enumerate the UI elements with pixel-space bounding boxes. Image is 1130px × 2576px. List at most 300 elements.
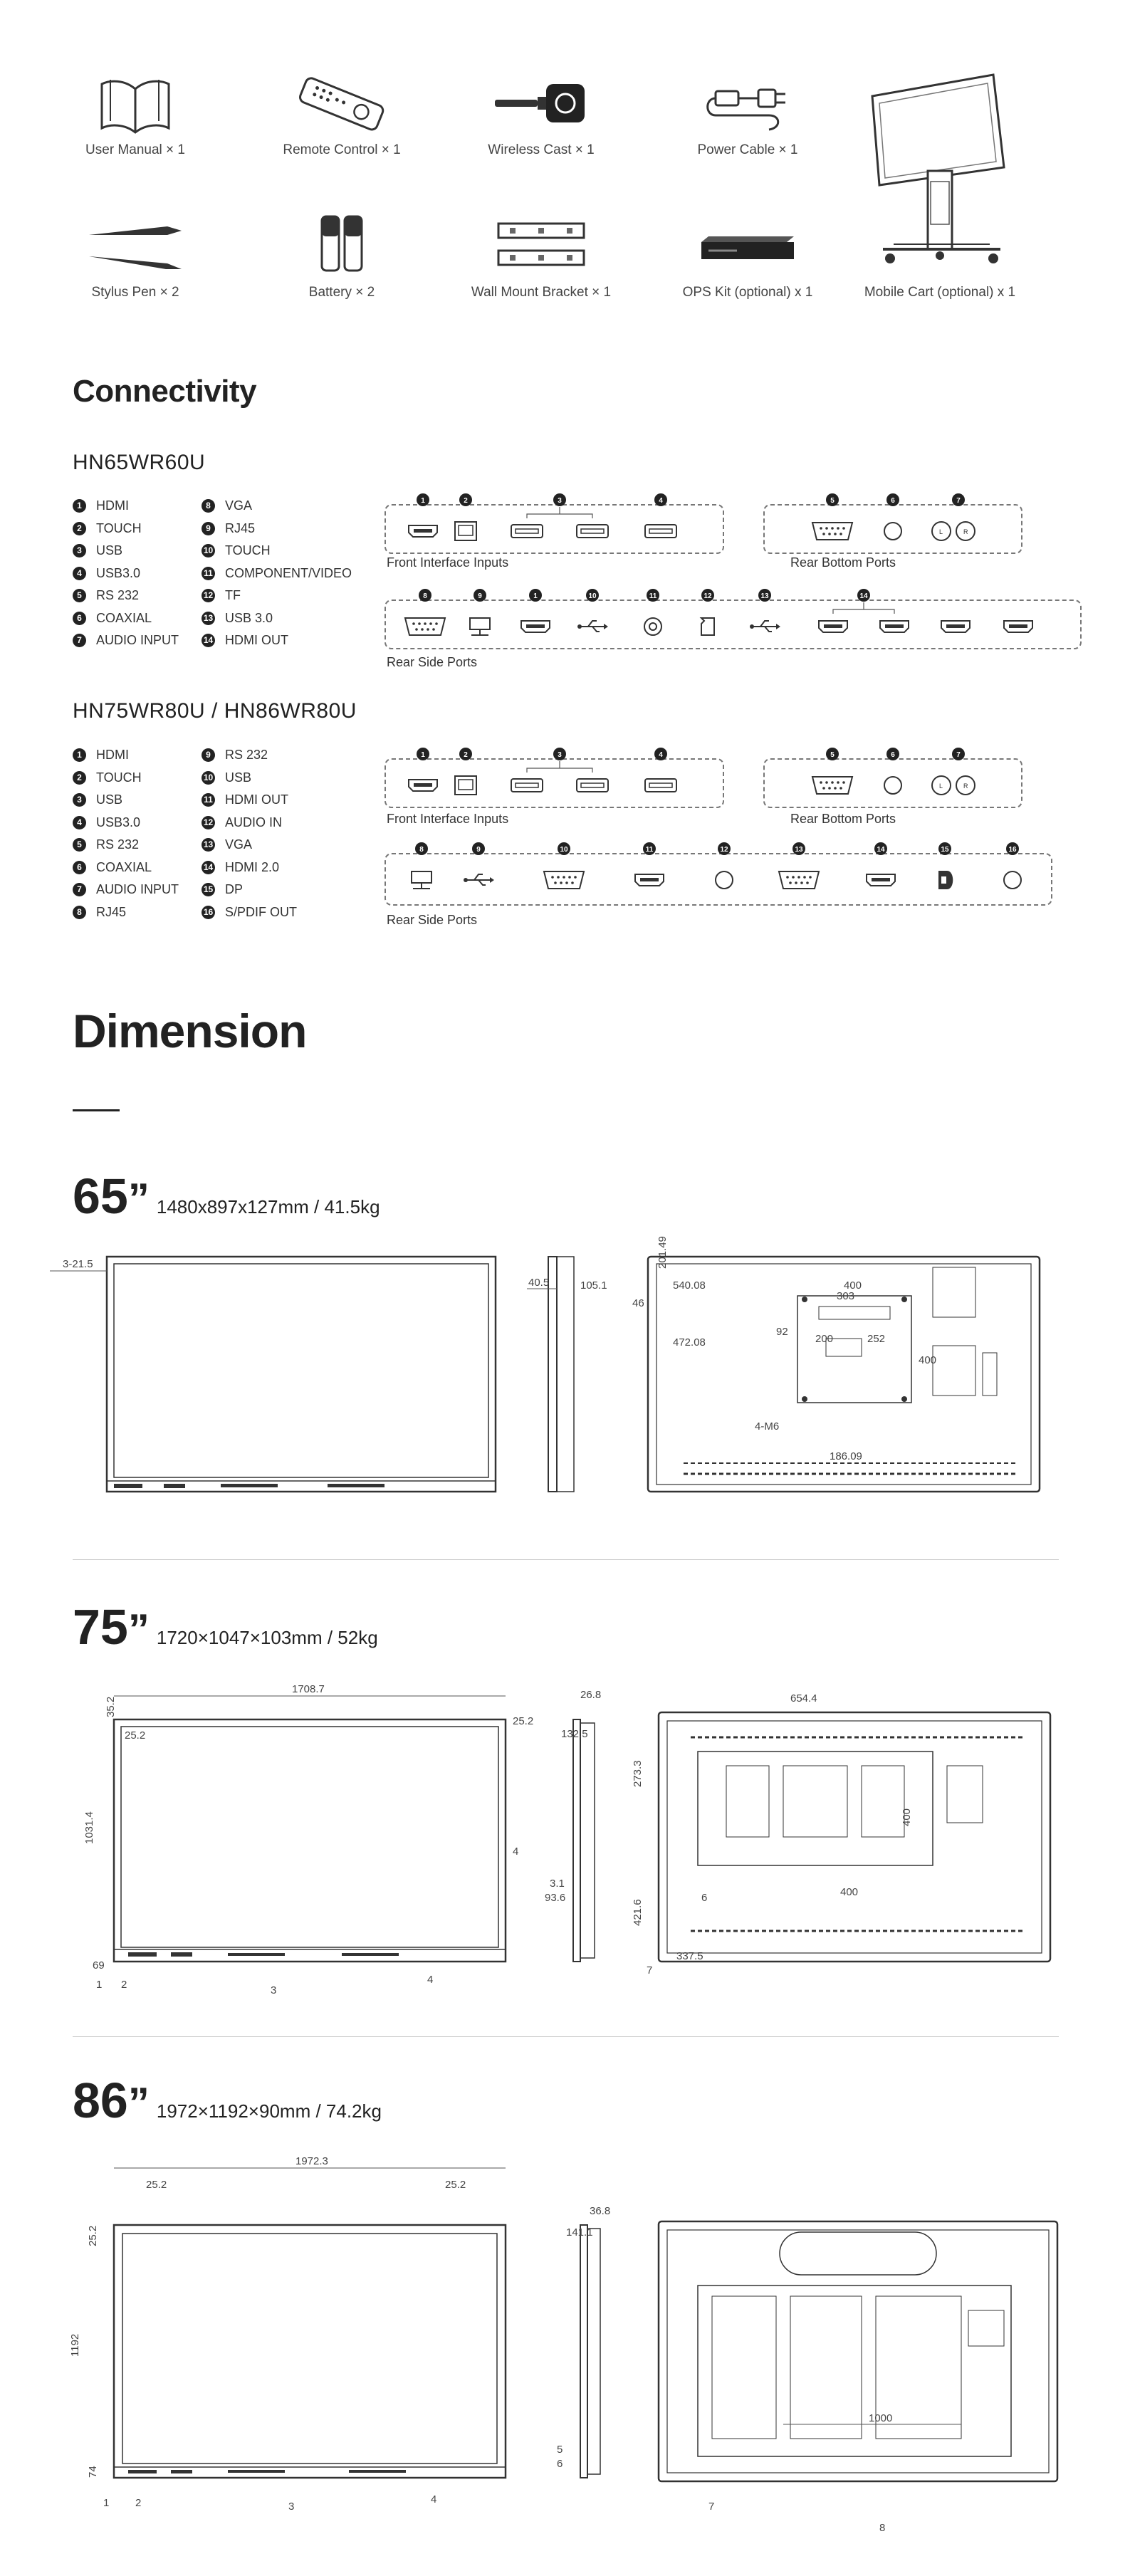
vga-port-icon [812,777,852,794]
legend-item [73,901,201,924]
legend-number: 5 [73,838,86,852]
legend-item [73,540,201,562]
accessory-power-cable [641,71,854,158]
usb-port-icon [511,525,543,538]
back-view-75 [632,1692,1050,1976]
dim-label: 1 [96,1979,103,1991]
legend-number: 11 [202,793,215,807]
drawing-86 [43,2154,1082,2553]
svg-text:4: 4 [659,751,663,759]
dim-label: 1000 [869,2412,893,2424]
legend-number: 3 [73,793,86,807]
dim-label: 36.8 [590,2205,611,2217]
svg-text:11: 11 [645,846,654,854]
dim-label: 1031.4 [83,1811,95,1844]
front-interface-panel [384,497,724,554]
svg-text:10: 10 [560,846,568,854]
dim-label: 69 [93,1959,105,1972]
dim-label: 186.09 [830,1450,862,1462]
legend-number: 4 [73,567,86,580]
dim-label: 1708.7 [292,1683,325,1695]
port-number-badge [792,842,805,855]
accessory-label: Battery × 2 [308,285,375,300]
port-legend-left [73,495,201,652]
dim-label: 654.4 [790,1692,817,1705]
rjnet-port-icon [470,618,490,635]
size-heading-86 [73,2072,382,2129]
accessory-stylus [28,214,242,300]
dim-label: 400 [840,1886,859,1898]
hdmi-port-icon [635,874,664,886]
dim-label: 252 [867,1333,886,1345]
legend-item [73,607,201,630]
rear-bottom-panel [763,751,1022,808]
dim-label: 4-M6 [755,1420,780,1433]
side-view-86 [557,2205,610,2478]
accessory-battery [235,206,449,300]
dim-label: 1 [103,2497,110,2509]
accessory-wireless-cast [434,71,648,158]
dim-label: 201.49 [656,1236,669,1269]
rear-bottom-caption: Rear Bottom Ports [790,812,896,826]
dimension-heading: Dimension [73,1005,307,1057]
legend-item [202,540,380,562]
svg-text:2: 2 [464,497,468,505]
legend-label: RS 232 [225,748,268,762]
coax-port-icon [644,618,661,635]
port-number-badge [938,842,951,855]
audio-port-icon [932,522,975,540]
size-spec: 1720×1047×103mm / 52kg [156,1627,378,1648]
rear-bottom-panel [763,497,1022,554]
legend-label: HDMI [96,748,129,762]
dim-label: 4 [427,1974,434,1986]
svg-text:15: 15 [941,846,949,854]
svg-text:13: 13 [760,592,769,600]
svg-text:R: R [963,782,968,790]
legend-number: 15 [202,883,215,896]
port-number-badge [874,842,887,855]
legend-item [73,857,201,879]
legend-label: COAXIAL [96,610,152,625]
legend-label: RS 232 [96,588,140,602]
power-cable-icon [701,71,794,135]
dim-label: 400 [919,1354,937,1366]
dim-label: 25.2 [146,2179,167,2191]
dim-label: 1192 [69,2333,81,2357]
dim-label: 2 [135,2497,142,2509]
manual-icon [96,71,174,135]
port-number-badge [826,493,839,506]
usbsym-port-icon [464,874,494,885]
rear-side-panel [384,846,1052,906]
legend-item [202,585,380,607]
legend-number: 7 [73,634,86,647]
accessory-label: Mobile Cart (optional) x 1 [864,285,1016,300]
drawing-75 [43,1680,1082,2001]
legend-number: 9 [202,522,215,535]
legend-item [73,629,201,652]
svg-text:9: 9 [478,592,482,600]
size-spec: 1480x897x127mm / 41.5kg [156,1196,380,1218]
usb-port-icon [577,525,608,538]
legend-label: RS 232 [96,837,140,852]
port-number-badge [718,842,731,855]
hdmi-port-icon [880,621,909,632]
rear-side-panel [384,592,1082,649]
port-number-badge [654,748,667,760]
vga-port-icon [544,871,584,889]
dim-label: 92 [776,1326,788,1338]
legend-label: HDMI OUT [225,633,288,647]
legend-number: 12 [202,816,215,829]
svg-text:8: 8 [423,592,427,600]
rjnet-port-icon [412,871,431,889]
size-heading-75 [73,1598,378,1655]
legend-label: COMPONENT/VIDEO [225,565,352,580]
port-legend-left [73,744,201,923]
legend-number: 4 [73,816,86,829]
heading-underline [73,1109,120,1111]
dim-label: 400 [844,1279,862,1292]
dim-label: 4 [431,2493,437,2506]
svg-text:13: 13 [795,846,803,854]
legend-label: USB [96,792,123,807]
section-divider [73,2036,1059,2037]
size-number: 65 [73,1168,128,1224]
dim-label: 3.1 [550,1878,565,1890]
usb-port-icon [511,779,543,792]
port-number-badge [952,748,965,760]
port-number-badge [459,748,472,760]
svg-text:7: 7 [956,751,961,759]
legend-label: USB [96,543,123,557]
svg-text:R: R [963,528,968,535]
legend-item [202,495,380,518]
legend-item [202,812,380,834]
dim-label: 303 [837,1290,855,1302]
svg-text:5: 5 [830,497,835,505]
circle-port-icon [1004,871,1021,889]
drawing-65 [43,1236,1082,1506]
stylus-icon [82,214,189,278]
circle-port-icon [884,777,901,794]
connectivity-heading: Connectivity [73,374,257,409]
dim-label: 40.5 [528,1277,550,1289]
audio-port-icon [932,776,975,795]
dim-label: 472.08 [673,1336,706,1349]
port-number-badge [654,493,667,506]
dim-label: 200 [815,1333,834,1345]
legend-item [202,744,380,767]
dim-label: 93.6 [545,1892,566,1904]
svg-text:1: 1 [421,497,425,505]
port-number-badge [826,748,839,760]
port-number-badge [459,493,472,506]
legend-number: 7 [73,883,86,896]
legend-label: USB 3.0 [225,610,273,625]
svg-text:8: 8 [419,846,424,854]
hdmi-port-icon [521,621,550,632]
svg-text:2: 2 [464,751,468,759]
svg-text:9: 9 [476,846,481,854]
dim-label: 105.1 [580,1279,607,1292]
port-number-badge [643,842,656,855]
svg-text:14: 14 [859,592,868,600]
port-number-badge [586,589,599,602]
legend-number: 6 [73,612,86,625]
accessory-label: Stylus Pen × 2 [91,285,179,300]
rear-bottom-caption: Rear Bottom Ports [790,555,896,570]
dim-label: 6 [557,2458,563,2470]
accessory-mobile-cart [833,214,1047,300]
legend-label: RJ45 [96,904,127,919]
port-number-badge [857,589,870,602]
back-view-65 [632,1236,1040,1492]
legend-item [73,518,201,540]
legend-label: TOUCH [225,543,271,557]
legend-label: COAXIAL [96,859,152,874]
legend-item [202,518,380,540]
rj45-port-icon [455,776,476,795]
rear-side-caption: Rear Side Ports [387,913,478,927]
legend-label: AUDIO IN [225,815,283,829]
legend-item [202,879,380,901]
accessory-label: OPS Kit (optional) x 1 [682,285,813,300]
svg-text:L: L [939,528,943,535]
legend-label: AUDIO INPUT [96,882,179,896]
hdmi-port-icon [867,874,895,886]
circle-port-icon [716,871,733,889]
accessory-label: Remote Control × 1 [283,142,401,157]
dim-label: 25.2 [87,2225,99,2246]
accessory-user-manual [28,71,242,158]
dim-label: 273.3 [632,1760,644,1787]
legend-item [73,585,201,607]
dim-label: 26.8 [580,1689,602,1701]
hdmi-port-icon [941,621,970,632]
svg-text:12: 12 [703,592,712,600]
side-view-75 [545,1689,601,1962]
svg-text:5: 5 [830,751,835,759]
hdmi-port-icon [409,525,437,537]
model-name: HN65WR60U [73,451,206,474]
legend-label: USB3.0 [96,815,141,829]
svg-text:6: 6 [891,497,895,505]
legend-item [73,834,201,857]
dim-label: 35.2 [105,1696,117,1717]
svg-text:14: 14 [877,846,885,854]
legend-number: 8 [73,906,86,919]
usbsym-port-icon [750,621,780,632]
accessory-label: Wireless Cast × 1 [488,142,595,157]
front-view-75 [83,1683,533,1996]
port-number-badge [758,589,771,602]
svg-text:7: 7 [956,497,961,505]
dim-label: 6 [701,1892,708,1904]
legend-number: 9 [202,748,215,762]
svg-text:6: 6 [891,751,895,759]
legend-item [202,767,380,790]
vga-port-icon [405,618,445,635]
accessory-bracket [434,214,648,300]
port-number-badge [415,842,428,855]
port-number-badge [558,842,570,855]
vga-port-icon [812,523,852,540]
svg-text:10: 10 [588,592,597,600]
inch-mark: ” [127,1606,150,1653]
dim-label: 25.2 [513,1715,534,1727]
legend-number: 10 [202,544,215,557]
legend-number: 1 [73,748,86,762]
legend-item [202,834,380,857]
svg-text:12: 12 [720,846,728,854]
rear-side-caption: Rear Side Ports [387,655,478,669]
legend-label: TOUCH [96,520,142,535]
vga-port-icon [779,871,819,889]
back-view-86 [659,2221,1057,2534]
legend-item [73,812,201,834]
dim-label: 5 [557,2444,563,2456]
size-number: 75 [73,1599,128,1655]
legend-item [202,629,380,652]
legend-number: 3 [73,544,86,557]
legend-item [73,789,201,812]
legend-number: 12 [202,589,215,602]
port-legend-right [202,744,380,923]
usb-port-icon [645,779,676,792]
dim-label: 25.2 [445,2179,466,2191]
port-number-badge [647,589,659,602]
dim-label: 2 [121,1979,127,1991]
usb-port-icon [577,779,608,792]
accessory-label: Wall Mount Bracket × 1 [471,285,612,300]
inch-mark: ” [127,2079,150,2127]
port-number-badge [701,589,714,602]
hdmi-port-icon [819,621,847,632]
port-number-badge [1006,842,1019,855]
legend-number: 11 [202,567,215,580]
svg-text:11: 11 [649,592,657,600]
dim-label: 337.5 [676,1950,703,1962]
dim-label: 3-21.5 [63,1258,93,1270]
model-name: HN75WR80U / HN86WR80U [73,699,357,723]
legend-label: HDMI 2.0 [225,859,280,874]
dim-label: 4 [513,1845,519,1858]
dim-label: 7 [647,1964,653,1976]
port-number-badge [553,748,566,760]
svg-text:1: 1 [533,592,538,600]
ops-icon [694,214,801,278]
tf-port-icon [701,618,714,635]
legend-label: DP [225,882,244,896]
port-number-badge [553,493,566,506]
svg-text:4: 4 [659,497,663,505]
section-divider [73,1559,1059,1560]
battery-icon [306,206,377,278]
legend-item [202,857,380,879]
side-view-65 [527,1257,607,1492]
dim-label: 7 [708,2501,715,2513]
hdmi-port-icon [409,780,437,791]
size-spec: 1972×1192×90mm / 74.2kg [156,2100,382,2122]
legend-label: S/PDIF OUT [225,904,298,919]
port-legend-right [202,495,380,652]
bracket-icon [491,214,591,278]
circle-port-icon [884,523,901,540]
legend-label: HDMI OUT [225,792,288,807]
dim-label: 1972.3 [295,2155,328,2167]
legend-number: 2 [73,522,86,535]
svg-text:1: 1 [421,751,425,759]
legend-item [202,607,380,630]
legend-item [73,495,201,518]
legend-label: VGA [225,498,253,513]
usbsym-port-icon [577,621,608,632]
inch-mark: ” [127,1175,150,1222]
port-number-badge [886,748,899,760]
legend-label: TOUCH [96,770,142,785]
legend-number: 14 [202,634,215,647]
legend-label: RJ45 [225,520,256,535]
port-number-badge [474,589,486,602]
front-interface-panel [384,751,724,808]
accessory-remote [235,71,449,158]
dim-label: 46 [632,1297,644,1309]
port-number-badge [952,493,965,506]
front-interface-caption: Front Interface Inputs [387,812,509,826]
legend-item [202,562,380,585]
port-number-badge [417,493,429,506]
legend-number: 14 [202,861,215,874]
legend-label: USB [225,770,252,785]
legend-number: 5 [73,589,86,602]
legend-item [73,562,201,585]
legend-number: 13 [202,838,215,852]
dim-label: 132.5 [561,1728,588,1740]
svg-text:3: 3 [558,751,562,759]
dim-label: 3 [271,1984,277,1996]
rj45-port-icon [455,522,476,540]
legend-item [202,789,380,812]
port-number-badge [417,748,429,760]
size-number: 86 [73,2073,128,2128]
accessory-label: User Manual × 1 [85,142,185,157]
dim-label: 540.08 [673,1279,706,1292]
svg-text:L: L [939,782,943,790]
legend-label: USB3.0 [96,565,141,580]
port-number-badge [472,842,485,855]
wireless-cast-icon [488,71,595,135]
usb-port-icon [645,525,676,538]
remote-icon [292,71,392,135]
legend-item [73,767,201,790]
accessory-label: Power Cable × 1 [697,142,798,157]
legend-number: 1 [73,499,86,513]
port-number-badge [529,589,542,602]
dim-label: 25.2 [125,1729,146,1742]
dim-label: 74 [87,2466,99,2478]
legend-label: TF [225,588,241,602]
accessory-ops [641,214,854,300]
legend-item [202,901,380,924]
legend-item [73,744,201,767]
dim-label: 3 [288,2501,295,2513]
dp-port-icon [938,871,953,889]
front-view-86 [69,2155,506,2513]
legend-number: 2 [73,771,86,785]
legend-label: AUDIO INPUT [96,633,179,647]
